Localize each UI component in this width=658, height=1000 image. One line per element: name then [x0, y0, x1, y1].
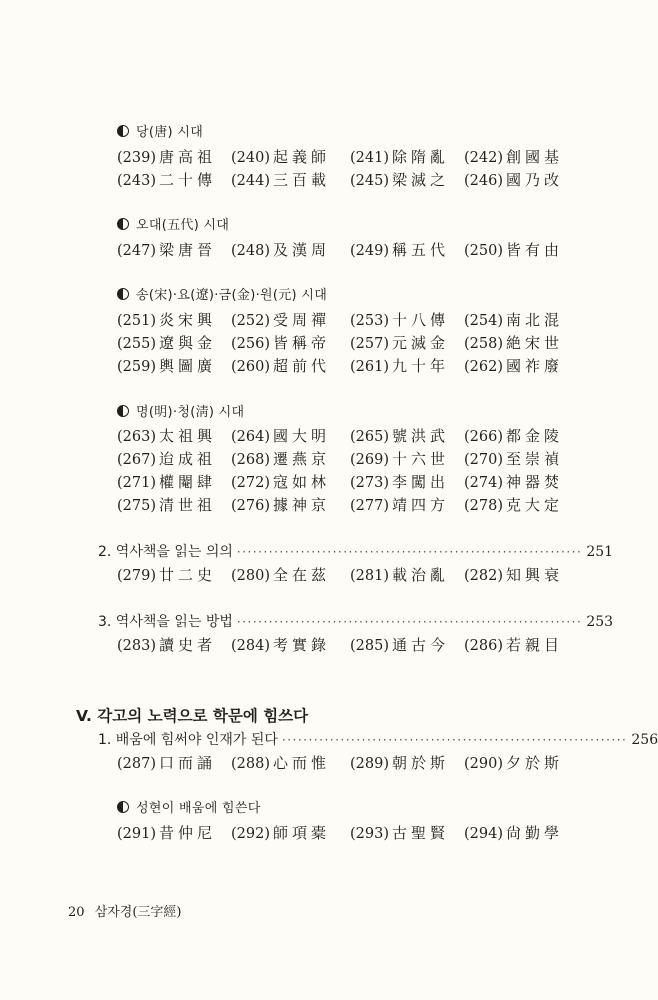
verse-cell: (246) 國乃改: [464, 171, 564, 189]
toc-entry-2[interactable]: [98, 541, 614, 561]
verse-cell: (259) 輿圖廣: [117, 357, 217, 375]
verse-row: [117, 169, 577, 191]
verse-cell: (288) 心而惟: [231, 754, 331, 772]
verse-row: [117, 448, 577, 470]
toc-label: 2. 역사책을 읽는 의의: [98, 544, 233, 560]
verse-cell: (265) 號洪武: [350, 427, 450, 445]
verse-cell: (254) 南北混: [464, 311, 564, 329]
verse-row: [117, 564, 577, 586]
verse-cell: (269) 十六世: [350, 450, 450, 468]
verse-cell: (239) 唐高祖: [117, 148, 217, 166]
verse-cell: (275) 清世祖: [117, 496, 217, 514]
verse-row: [117, 309, 577, 331]
verse-row: [117, 494, 577, 516]
verse-row: [117, 239, 577, 261]
verse-cell: (255) 遼與金: [117, 334, 217, 352]
verse-cell: (273) 李闖出: [350, 473, 450, 491]
verse-row: [117, 425, 577, 447]
section-title: 송(宋)·요(遼)·금(金)·원(元) 시대: [136, 288, 328, 303]
half-circle-bullet-icon: [117, 288, 129, 300]
section-title: 성현이 배움에 힘쓴다: [136, 801, 261, 816]
toc-page-number: 251: [586, 544, 614, 560]
verse-cell: (271) 權閹肆: [117, 473, 217, 491]
book-title: 삼자경(三字經): [94, 905, 182, 920]
toc-page-number: 256: [631, 732, 658, 748]
verse-cell: (282) 知興衰: [464, 566, 564, 584]
verse-cell: (253) 十八傳: [350, 311, 450, 329]
verse-cell: (267) 迨成祖: [117, 450, 217, 468]
verse-cell: (294) 尙勤學: [464, 824, 564, 842]
verse-cell: (249) 稱五代: [350, 241, 450, 259]
verse-cell: (266) 都金陵: [464, 427, 564, 445]
verse-cell: (262) 國祚廢: [464, 357, 564, 375]
verse-cell: (292) 師項橐: [231, 824, 331, 842]
verse-cell: (278) 克大定: [464, 496, 564, 514]
verse-cell: (279) 廿二史: [117, 566, 217, 584]
verse-cell: (250) 皆有由: [464, 241, 564, 259]
verse-row: [117, 146, 577, 168]
page-number: 20: [68, 905, 85, 920]
verse-cell: (251) 炎宋興: [117, 311, 217, 329]
verse-cell: (289) 朝於斯: [350, 754, 450, 772]
toc-leader-dots: ·································································: [236, 545, 583, 559]
verse-cell: (263) 太祖興: [117, 427, 217, 445]
verse-row: [117, 355, 577, 377]
verse-cell: (242) 創國基: [464, 148, 564, 166]
toc-leader-dots: ·································································: [236, 615, 583, 629]
verse-cell: (270) 至崇禎: [464, 450, 564, 468]
verse-row: [117, 332, 577, 354]
toc-leader-dots: ·································································: [281, 733, 628, 747]
section-heading-five-dynasties: [117, 214, 229, 233]
verse-cell: (268) 遷燕京: [231, 450, 331, 468]
verse-cell: (260) 超前代: [231, 357, 331, 375]
verse-cell: (264) 國大明: [231, 427, 331, 445]
half-circle-bullet-icon: [117, 125, 129, 137]
verse-row: [117, 752, 577, 774]
verse-cell: (272) 寇如林: [231, 473, 331, 491]
toc-label: 1. 배움에 힘써야 인재가 된다: [98, 732, 278, 748]
section-heading-tang: [117, 121, 203, 140]
half-circle-bullet-icon: [117, 405, 129, 417]
half-circle-bullet-icon: [117, 218, 129, 230]
half-circle-bullet-icon: [117, 801, 129, 813]
verse-cell: (244) 三百載: [231, 171, 331, 189]
verse-cell: (274) 神器焚: [464, 473, 564, 491]
verse-cell: (287) 口而誦: [117, 754, 217, 772]
verse-cell: (285) 通古今: [350, 636, 450, 654]
verse-cell: (280) 全在茲: [231, 566, 331, 584]
verse-cell: (276) 據神京: [231, 496, 331, 514]
verse-cell: (290) 夕於斯: [464, 754, 564, 772]
section-heading-sages: [117, 797, 261, 816]
verse-cell: (241) 除隋亂: [350, 148, 450, 166]
verse-cell: (248) 及漢周: [231, 241, 331, 259]
section-title: 오대(五代) 시대: [136, 218, 230, 233]
toc-entry-3[interactable]: [98, 611, 614, 631]
verse-cell: (247) 梁唐晉: [117, 241, 217, 259]
section-title: 당(唐) 시대: [136, 125, 204, 140]
verse-row: [117, 471, 577, 493]
section-heading-ming-qing: [117, 401, 244, 420]
verse-cell: (277) 靖四方: [350, 496, 450, 514]
toc-page-number: 253: [586, 614, 614, 630]
section-heading-song-liao-jin-yuan: [117, 284, 327, 303]
verse-cell: (240) 起義師: [231, 148, 331, 166]
verse-row: [117, 634, 577, 656]
verse-row: [117, 822, 577, 844]
toc-label: 3. 역사책을 읽는 방법: [98, 614, 233, 630]
verse-cell: (284) 考實錄: [231, 636, 331, 654]
section-title: 명(明)·청(淸) 시대: [136, 405, 245, 420]
chapter-heading: V. 각고의 노력으로 학문에 힘쓰다: [76, 707, 309, 725]
verse-cell: (261) 九十年: [350, 357, 450, 375]
verse-cell: (243) 二十傳: [117, 171, 217, 189]
verse-cell: (286) 若親目: [464, 636, 564, 654]
verse-cell: (257) 元滅金: [350, 334, 450, 352]
verse-cell: (281) 載治亂: [350, 566, 450, 584]
verse-cell: (291) 昔仲尼: [117, 824, 217, 842]
verse-cell: (252) 受周禪: [231, 311, 331, 329]
verse-cell: (256) 皆稱帝: [231, 334, 331, 352]
page-footer: [68, 901, 182, 920]
verse-cell: (245) 梁滅之: [350, 171, 450, 189]
verse-cell: (258) 絶宋世: [464, 334, 564, 352]
verse-cell: (293) 古聖賢: [350, 824, 450, 842]
toc-entry-1[interactable]: [98, 729, 658, 749]
verse-cell: (283) 讀史者: [117, 636, 217, 654]
